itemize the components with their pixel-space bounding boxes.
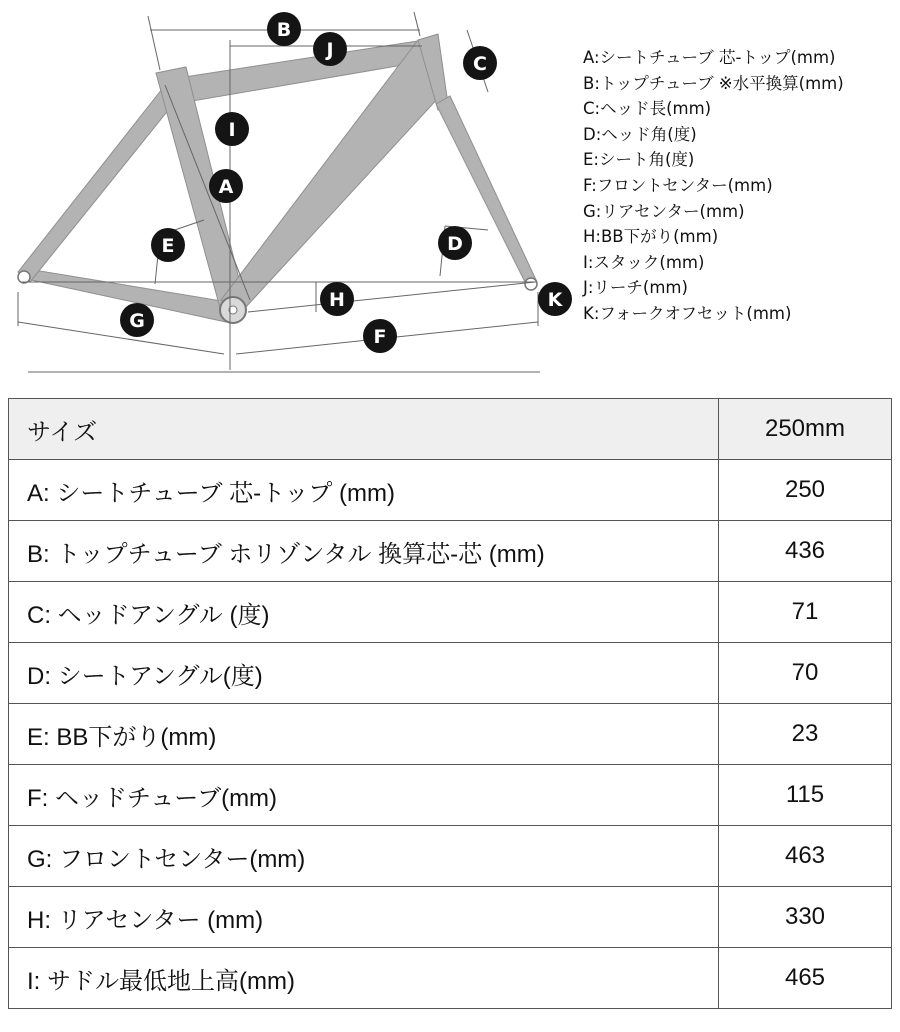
svg-text:E: E: [161, 235, 175, 257]
svg-text:C: C: [473, 53, 487, 75]
table-row: [9, 582, 892, 643]
svg-text:G: G: [129, 310, 145, 332]
row-label: G: フロントセンター(mm): [9, 826, 719, 887]
row-label: I: サドル最低地上高(mm): [9, 948, 719, 1009]
table-row: [9, 948, 892, 1009]
marker-g: [120, 303, 154, 337]
marker-h: [320, 282, 354, 316]
legend-item-e: E:シート角(度): [583, 150, 695, 170]
marker-d: [438, 226, 472, 260]
size-header-value: 250mm: [719, 399, 892, 460]
marker-k: [538, 282, 572, 316]
legend-item-b: B:トップチューブ ※水平換算(mm): [583, 73, 844, 93]
row-label: F: ヘッドチューブ(mm): [9, 765, 719, 826]
table-row: [9, 460, 892, 521]
marker-b: [267, 12, 301, 46]
table-row: [9, 826, 892, 887]
row-value: 71: [719, 582, 892, 643]
legend-item-d: D:ヘッド角(度): [583, 124, 697, 144]
legend-item-k: K:フォークオフセット(mm): [583, 303, 792, 323]
row-label: A: シートチューブ 芯-トップ (mm): [9, 460, 719, 521]
geometry-spec-table: [8, 398, 892, 1009]
legend-item-c: C:ヘッド長(mm): [583, 99, 712, 119]
row-label: D: シートアングル(度): [9, 643, 719, 704]
row-value: 463: [719, 826, 892, 887]
legend-item-h: H:BB下がり(mm): [583, 227, 719, 247]
row-value: 23: [719, 704, 892, 765]
svg-text:B: B: [276, 19, 292, 41]
table-row: [9, 887, 892, 948]
table-row: [9, 704, 892, 765]
marker-f: [363, 319, 397, 353]
table-row: [9, 643, 892, 704]
legend-item-j: J:リーチ(mm): [583, 278, 688, 298]
marker-c: [463, 46, 497, 80]
size-header-label: サイズ: [9, 399, 719, 460]
marker-e: [151, 228, 185, 262]
svg-text:A: A: [218, 176, 234, 198]
row-value: 465: [719, 948, 892, 1009]
row-value: 250: [719, 460, 892, 521]
row-value: 115: [719, 765, 892, 826]
svg-text:J: J: [326, 39, 334, 61]
row-label: H: リアセンター (mm): [9, 887, 719, 948]
svg-text:F: F: [373, 326, 387, 348]
legend-item-g: G:リアセンター(mm): [583, 201, 745, 221]
marker-a: [209, 169, 243, 203]
svg-text:I: I: [228, 119, 236, 141]
row-label: B: トップチューブ ホリゾンタル 換算芯-芯 (mm): [9, 521, 719, 582]
svg-text:D: D: [447, 233, 463, 255]
row-label: E: BB下がり(mm): [9, 704, 719, 765]
table-header-row: [9, 399, 892, 460]
table-row: [9, 765, 892, 826]
marker-i: [215, 112, 249, 146]
svg-text:H: H: [329, 289, 345, 311]
legend-item-a: A:シートチューブ 芯-トップ(mm): [583, 48, 836, 67]
row-label: C: ヘッドアングル (度): [9, 582, 719, 643]
svg-text:K: K: [547, 289, 563, 311]
legend-item-i: I:スタック(mm): [583, 252, 705, 272]
row-value: 70: [719, 643, 892, 704]
row-value: 436: [719, 521, 892, 582]
table-row: [9, 521, 892, 582]
marker-j: [313, 32, 347, 66]
geometry-legend: [583, 45, 844, 327]
row-value: 330: [719, 887, 892, 948]
bike-frame: [18, 34, 537, 323]
legend-item-f: F:フロントセンター(mm): [583, 175, 773, 195]
